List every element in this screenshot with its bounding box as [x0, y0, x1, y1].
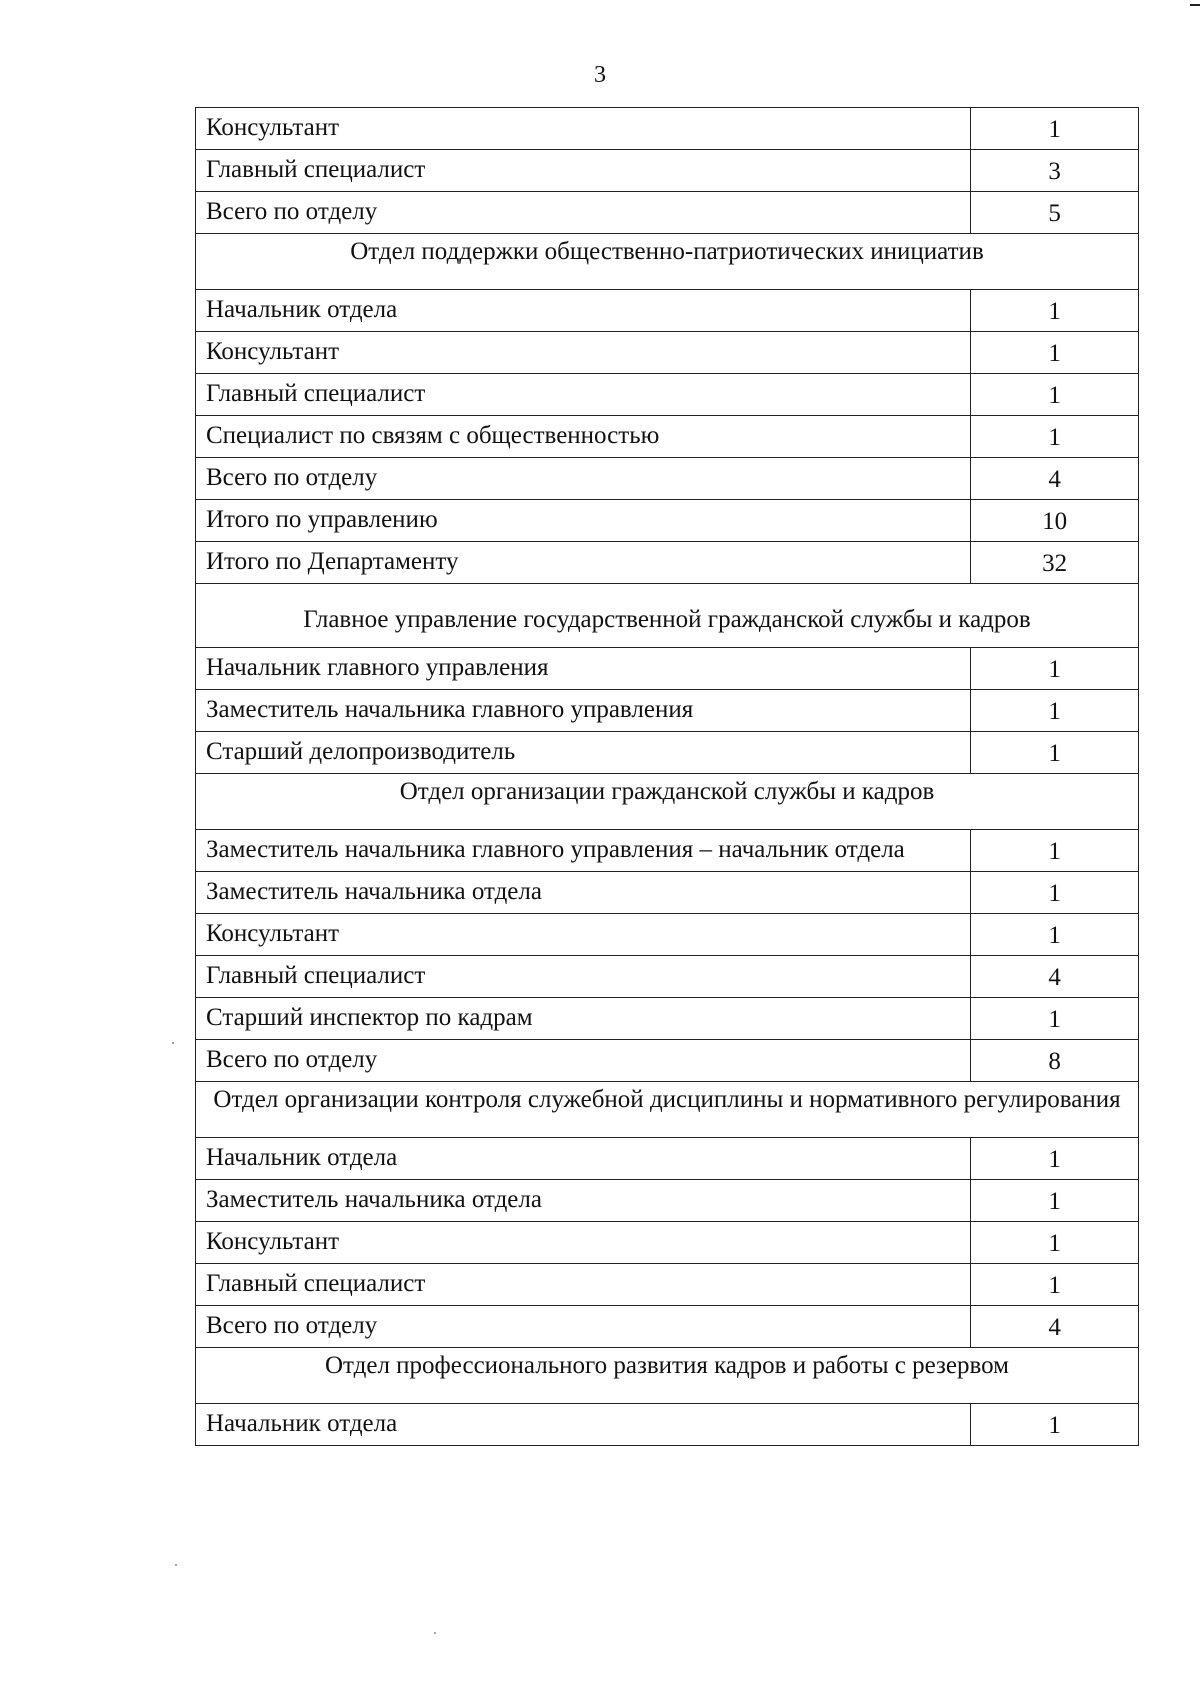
section-title: Главное управление государственной гражданской службы и кадров: [196, 584, 1139, 648]
position-cell: Главный специалист: [196, 1264, 971, 1306]
table-row: [196, 1306, 1139, 1348]
table-row: [196, 956, 1139, 998]
scan-speck: [172, 1042, 174, 1044]
table-row: [196, 1040, 1139, 1082]
table-row: [196, 1180, 1139, 1222]
table-row: [196, 648, 1139, 690]
table-row: [196, 542, 1139, 584]
position-cell: Итого по управлению: [196, 500, 971, 542]
position-cell: Консультант: [196, 108, 971, 150]
table-row: [196, 998, 1139, 1040]
position-cell: Старший делопроизводитель: [196, 732, 971, 774]
position-cell: Всего по отделу: [196, 1040, 971, 1082]
position-cell: Старший инспектор по кадрам: [196, 998, 971, 1040]
section-title: Отдел организации гражданской службы и кадров: [196, 774, 1139, 830]
position-cell: Заместитель начальника главного управления: [196, 690, 971, 732]
table-row: [196, 458, 1139, 500]
count-cell: 1: [971, 108, 1139, 150]
section-header-row: [196, 584, 1139, 648]
table-row: [196, 1222, 1139, 1264]
table-row: [196, 416, 1139, 458]
position-cell: Итого по Департаменту: [196, 542, 971, 584]
count-cell: 1: [971, 416, 1139, 458]
count-cell: 4: [971, 1306, 1139, 1348]
table-row: [196, 374, 1139, 416]
table-row: [196, 914, 1139, 956]
section-header-row: [196, 1348, 1139, 1404]
count-cell: 1: [971, 830, 1139, 872]
count-cell: 1: [971, 1404, 1139, 1446]
position-cell: Заместитель начальника главного управления – начальник отдела: [196, 830, 971, 872]
position-cell: Консультант: [196, 914, 971, 956]
table-row: [196, 332, 1139, 374]
position-cell: Главный специалист: [196, 374, 971, 416]
table-row: [196, 1264, 1139, 1306]
section-title: Отдел профессионального развития кадров и работы с резервом: [196, 1348, 1139, 1404]
table-row: [196, 872, 1139, 914]
position-cell: Начальник главного управления: [196, 648, 971, 690]
position-cell: Всего по отделу: [196, 458, 971, 500]
position-cell: Консультант: [196, 1222, 971, 1264]
count-cell: 1: [971, 1138, 1139, 1180]
section-header-row: [196, 234, 1139, 290]
scan-corner-mark: [1190, 4, 1200, 6]
count-cell: 1: [971, 914, 1139, 956]
table-row: [196, 108, 1139, 150]
table-row: [196, 830, 1139, 872]
table-row: [196, 1138, 1139, 1180]
count-cell: 1: [971, 872, 1139, 914]
count-cell: 1: [971, 1264, 1139, 1306]
table-row: [196, 150, 1139, 192]
position-cell: Начальник отдела: [196, 1138, 971, 1180]
count-cell: 1: [971, 690, 1139, 732]
position-cell: Специалист по связям с общественностью: [196, 416, 971, 458]
count-cell: 4: [971, 458, 1139, 500]
position-cell: Заместитель начальника отдела: [196, 1180, 971, 1222]
staff-table-body: [196, 108, 1139, 1446]
position-cell: Начальник отдела: [196, 290, 971, 332]
count-cell: 1: [971, 732, 1139, 774]
table-row: [196, 732, 1139, 774]
section-title: Отдел организации контроля служебной дисциплины и нормативного регулирования: [196, 1082, 1139, 1138]
section-title: Отдел поддержки общественно-патриотических инициатив: [196, 234, 1139, 290]
count-cell: 1: [971, 1180, 1139, 1222]
position-cell: Всего по отделу: [196, 192, 971, 234]
count-cell: 1: [971, 374, 1139, 416]
section-header-row: [196, 774, 1139, 830]
table-row: [196, 1404, 1139, 1446]
count-cell: 3: [971, 150, 1139, 192]
position-cell: Главный специалист: [196, 150, 971, 192]
count-cell: 5: [971, 192, 1139, 234]
position-cell: Главный специалист: [196, 956, 971, 998]
count-cell: 32: [971, 542, 1139, 584]
position-cell: Консультант: [196, 332, 971, 374]
count-cell: 8: [971, 1040, 1139, 1082]
table-row: [196, 290, 1139, 332]
count-cell: 1: [971, 998, 1139, 1040]
table-row: [196, 192, 1139, 234]
staff-table: [195, 107, 1139, 1446]
table-row: [196, 690, 1139, 732]
scan-speck: [434, 1632, 436, 1634]
count-cell: 1: [971, 290, 1139, 332]
position-cell: Всего по отделу: [196, 1306, 971, 1348]
scan-speck: [175, 1564, 177, 1566]
count-cell: 1: [971, 1222, 1139, 1264]
count-cell: 1: [971, 332, 1139, 374]
page-number: 3: [594, 62, 606, 88]
position-cell: Начальник отдела: [196, 1404, 971, 1446]
section-header-row: [196, 1082, 1139, 1138]
count-cell: 4: [971, 956, 1139, 998]
count-cell: 10: [971, 500, 1139, 542]
table-row: [196, 500, 1139, 542]
count-cell: 1: [971, 648, 1139, 690]
position-cell: Заместитель начальника отдела: [196, 872, 971, 914]
